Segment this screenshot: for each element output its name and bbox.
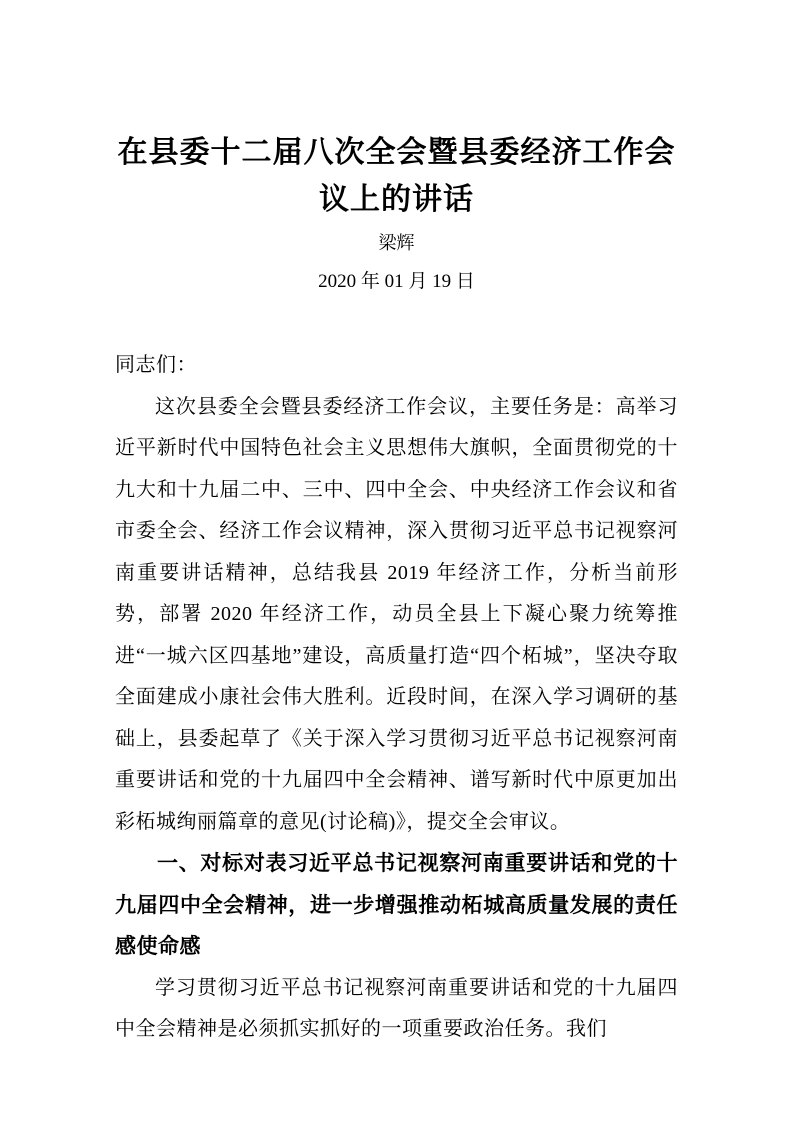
front-matter-spacer: [115, 303, 678, 345]
document-body: [115, 345, 678, 1051]
section-heading-1: 一、对标对表习近平总书记视察河南重要讲话和党的十九届四中全会精神，进一步增强推动柘城高质量发展的责任感使命感: [115, 852, 678, 958]
document-date: 2020 年 01 月 19 日: [318, 271, 475, 292]
salutation-paragraph: 同志们：: [115, 354, 197, 376]
document-author: 梁辉: [378, 233, 415, 253]
document-title: 在县委十二届八次全会暨县委经济工作会议上的讲话: [117, 136, 676, 216]
section-1-paragraph: 学习贯彻习近平总书记视察河南重要讲话和党的十九届四中全会精神是必须抓实抓好的一项重要政治任务。我们: [115, 976, 678, 1040]
opening-paragraph: 这次县委全会暨县委经济工作会议，主要任务是：高举习近平新时代中国特色社会主义思想伟大旗帜，全面贯彻党的十九大和十九届二中、三中、四中全会、中央经济工作会议和省市委全会、经济工作会议精神，深入贯彻习近平总书记视察河南重要讲话精神，总结我县 2019 年经济工作，分析当前形势，部署 2020 年经济工作，动员全县上下凝心聚力统筹推进“一城六区四基地”建设，高质量打造“四个柘城”，坚决夺取全面建成小康社会伟大胜利。近段时间，在深入学习调研的基础上，县委起草了《关于深入学习贯彻习近平总书记视察河南重要讲话和党的十九届四中全会精神、谱写新时代中原更加出彩柘城绚丽篇章的意见(讨论稿)》，提交全会审议。: [115, 395, 678, 833]
